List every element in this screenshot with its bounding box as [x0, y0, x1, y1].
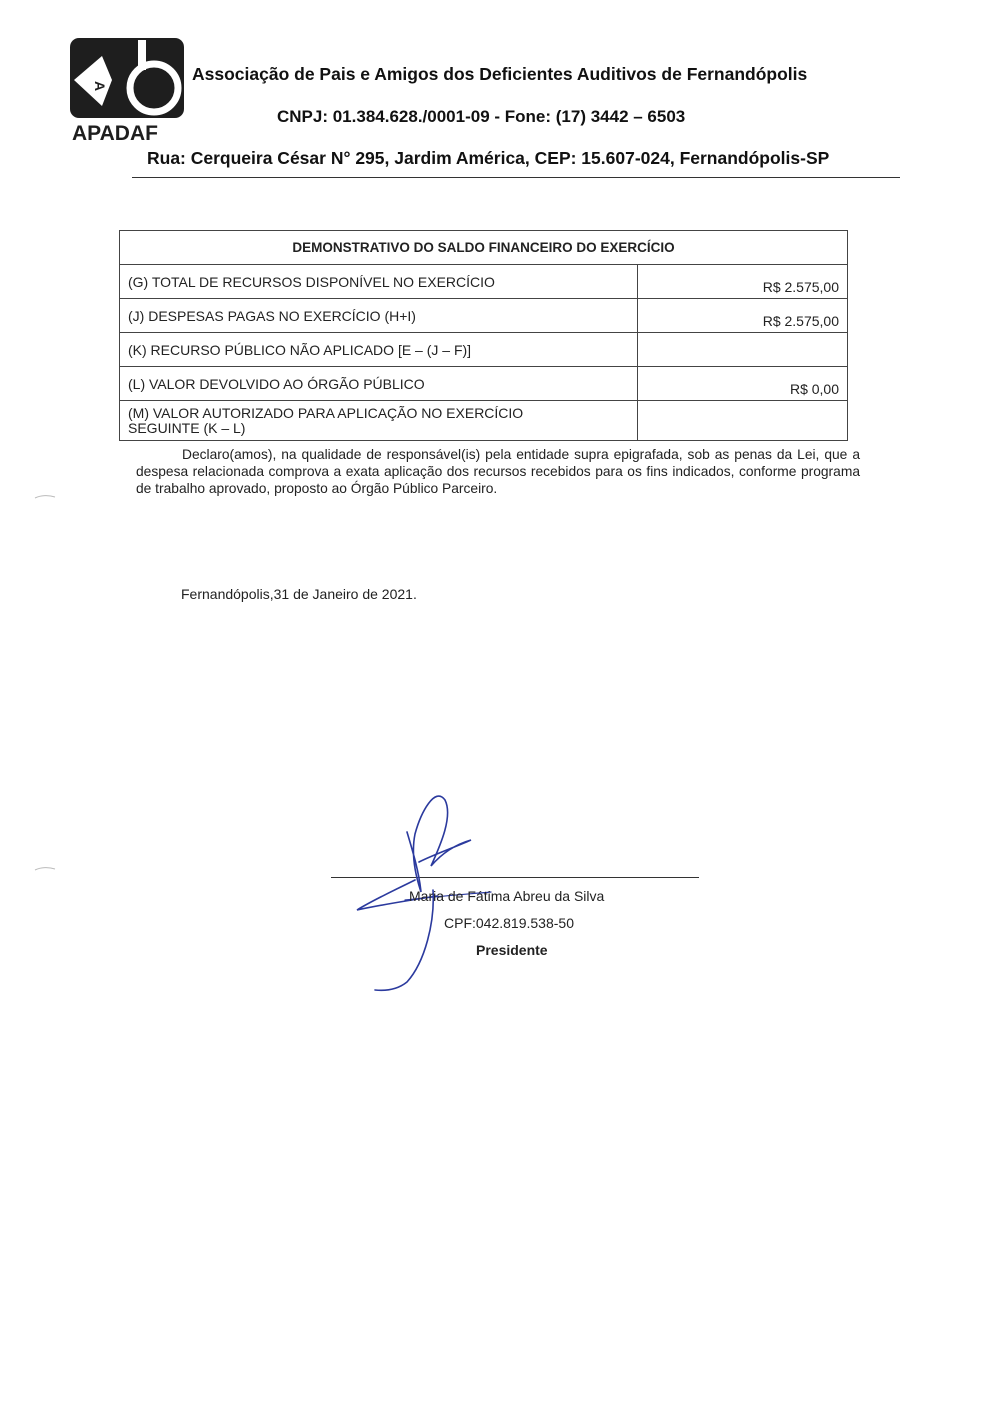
- signer-role: Presidente: [476, 942, 548, 958]
- financial-balance-table: [119, 230, 848, 441]
- scan-margin-mark: [34, 866, 56, 872]
- row-value: R$ 2.575,00: [638, 299, 848, 333]
- row-label-line2: SEGUINTE (K – L): [128, 419, 246, 436]
- row-label: (J) DESPESAS PAGAS NO EXERCÍCIO (H+I): [120, 299, 638, 333]
- row-value: [638, 401, 848, 441]
- header-divider: [132, 177, 900, 178]
- table-header-row: [120, 231, 848, 265]
- organization-name: Associação de Pais e Amigos dos Deficientes Auditivos de Fernandópolis: [192, 64, 808, 84]
- row-value: R$ 2.575,00: [638, 265, 848, 299]
- scan-margin-mark: [34, 494, 56, 500]
- table-row: [120, 299, 848, 333]
- row-value: [638, 333, 848, 367]
- declaration-text: Declaro(amos), na qualidade de responsável(is) pela entidade supra epigrafada, sob as penas da Lei, que a despesa relacionada comprova a exata aplicação dos recursos recebidos para os fins indicados, conforme programa de trabalho aprovado, proposto ao Órgão Público Parceiro.: [136, 447, 860, 496]
- cnpj-phone-line: CNPJ: 01.384.628./0001-09 - Fone: (17) 3442 – 6503: [277, 107, 686, 126]
- table-row: [120, 333, 848, 367]
- signer-name: Maria de Fátima Abreu da Silva: [409, 888, 605, 904]
- row-label: (L) VALOR DEVOLVIDO AO ÓRGÃO PÚBLICO: [120, 367, 638, 401]
- date-line: Fernandópolis,31 de Janeiro de 2021.: [181, 586, 417, 602]
- table-row: [120, 265, 848, 299]
- row-label: (K) RECURSO PÚBLICO NÃO APLICADO [E – (J – F)]: [120, 333, 638, 367]
- row-value: R$ 0,00: [638, 367, 848, 401]
- row-label: (G) TOTAL DE RECURSOS DISPONÍVEL NO EXERCÍCIO: [120, 265, 638, 299]
- signer-cpf: CPF:042.819.538-50: [444, 915, 574, 931]
- apadaf-logo: [68, 36, 186, 146]
- address-line: Rua: Cerqueira César N° 295, Jardim América, CEP: 15.607-024, Fernandópolis-SP: [147, 148, 830, 168]
- row-label: [120, 401, 638, 441]
- row-label-line1: (M) VALOR AUTORIZADO PARA APLICAÇÃO NO EXERCÍCIO: [128, 404, 524, 421]
- svg-text:A: A: [92, 81, 108, 92]
- logo-text: APADAF: [72, 122, 158, 145]
- table-row: [120, 367, 848, 401]
- table-row: [120, 401, 848, 441]
- declaration-paragraph: [136, 446, 860, 497]
- table-title: DEMONSTRATIVO DO SALDO FINANCEIRO DO EXERCÍCIO: [120, 231, 848, 265]
